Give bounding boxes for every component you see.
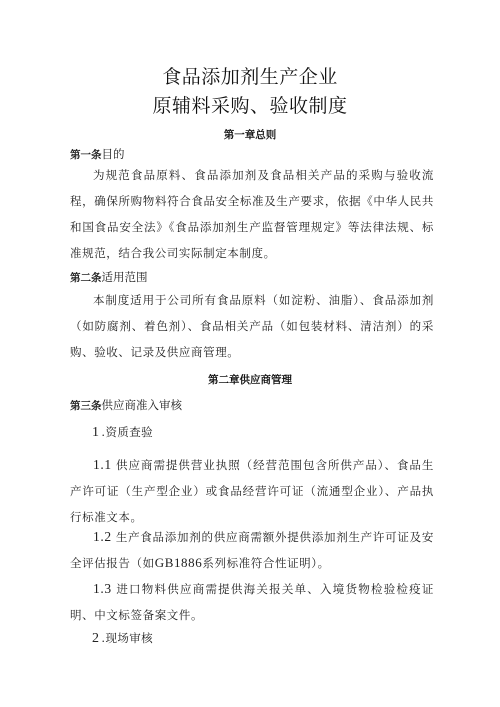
article-1-heading <box>70 146 125 162</box>
item-1-2-standard-code: GB1886 <box>154 555 203 570</box>
section-1-heading <box>92 424 153 441</box>
chapter-heading-2: 第二章供应商管理 <box>208 374 292 386</box>
item-1-2-number: 1.2 <box>93 529 112 544</box>
chapter-heading-1: 第一章总则 <box>223 129 277 141</box>
article-2-heading <box>70 269 148 285</box>
article-2-number: 第二条 <box>70 272 102 284</box>
document-title-line2: 原辅料采购、验收制度 <box>152 95 348 117</box>
article-3-title: 供应商准入审核 <box>101 398 182 412</box>
article-1-body: 为规范食品原料、食品添加剂及食品相关产品的采购与验收流程，确保所购物料符合食品安全标准及生产要求，依据《中华人民共和国食品安全法》《食品添加剂生产监督管理规定》等法律法规、标准规范，结合我公司实际制定本制度。 <box>70 168 434 260</box>
section-2-heading <box>92 630 153 647</box>
section-1-index: 1 <box>92 425 100 440</box>
section-1-label: .资质查验 <box>101 425 154 439</box>
article-1-title: 目的 <box>101 147 125 161</box>
item-1-2-text-b: 系列标准符合性证明）。 <box>202 556 330 570</box>
article-2-title: 适用范围 <box>101 270 148 284</box>
article-2-body: 本制度适用于公司所有食品原料（如淀粉、油脂）、食品添加剂（如防腐剂、着色剂）、食品相关产品（如包装材料、清洁剂）的采购、验收、记录及供应商管理。 <box>70 293 434 359</box>
item-1-2 <box>70 524 434 576</box>
document-title-line1: 食品添加剂生产企业 <box>162 66 338 88</box>
item-1-1-number: 1.1 <box>93 457 112 472</box>
item-1-3 <box>70 576 434 628</box>
article-3-number: 第三条 <box>70 400 102 412</box>
article-1-number: 第一条 <box>70 149 102 161</box>
item-1-2-text-a: 生产食品添加剂的供应商需额外提供添加剂生产许可证及安全评估报告（如 <box>70 530 434 570</box>
item-1-3-text: 进口物料供应商需提供海关报关单、入境货物检验检疫证明、中文标签备案文件。 <box>70 582 434 622</box>
item-1-1-text: 供应商需提供营业执照（经营范围包含所供产品）、食品生产许可证（生产型企业）或食品经营许可证（流通型企业）、产品执行标准文本。 <box>70 458 434 524</box>
item-1-3-number: 1.3 <box>93 581 112 596</box>
section-2-index: 2 <box>92 631 100 646</box>
article-3-heading <box>70 397 182 413</box>
item-1-1 <box>70 452 434 530</box>
section-2-label: .现场审核 <box>101 631 154 645</box>
